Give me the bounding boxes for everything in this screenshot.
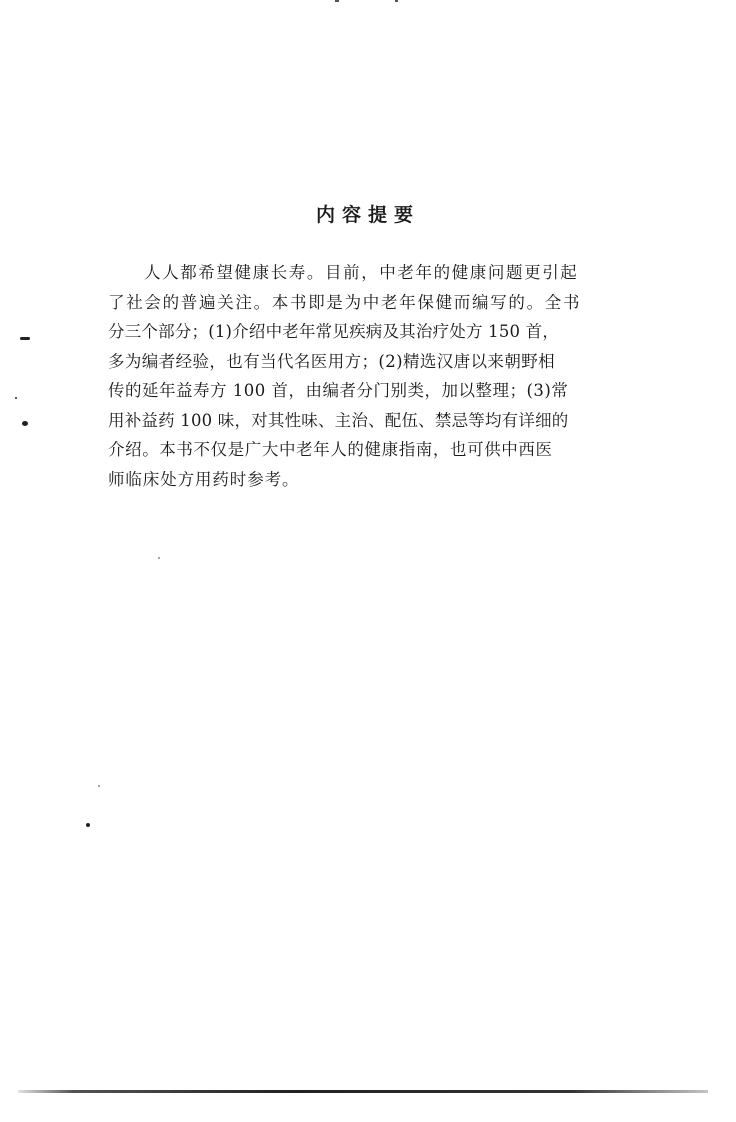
scan-speck (20, 337, 30, 340)
summary-paragraph (108, 258, 670, 494)
scan-speck (158, 557, 160, 559)
scan-mark (395, 0, 398, 2)
page-title: 内容提要 (315, 204, 420, 226)
paragraph-line: 师临床处方用药时参考。 (108, 469, 300, 489)
paragraph-line: 多为编者经验，也有当代名医用方；(2)精选汉唐以来朝野相 (108, 351, 556, 371)
paragraph-line: 分三个部分；(1)介绍中老年常见疾病及其治疗处方 150 首， (108, 322, 560, 341)
paragraph-line: 人人都希望健康长寿。目前，中老年的健康问题更引起 (144, 263, 579, 282)
scan-speck (98, 785, 100, 787)
scan-speck (22, 421, 28, 426)
scan-speck (15, 397, 17, 399)
paragraph-line: 介绍。本书不仅是广大中老年人的健康指南，也可供中西医 (108, 440, 553, 459)
paragraph-line: 了社会的普遍关注。本书即是为中老年保健而编写的。全书 (108, 292, 582, 312)
scan-edge-line (18, 1090, 708, 1093)
scan-mark (335, 0, 339, 2)
scan-speck (86, 823, 90, 827)
paragraph-line: 用补益药 100 味，对其性味、主治、配伍、禁忌等均有详细的 (108, 410, 569, 430)
paragraph-line: 传的延年益寿方 100 首，由编者分门别类，加以整理；(3)常 (108, 381, 569, 400)
